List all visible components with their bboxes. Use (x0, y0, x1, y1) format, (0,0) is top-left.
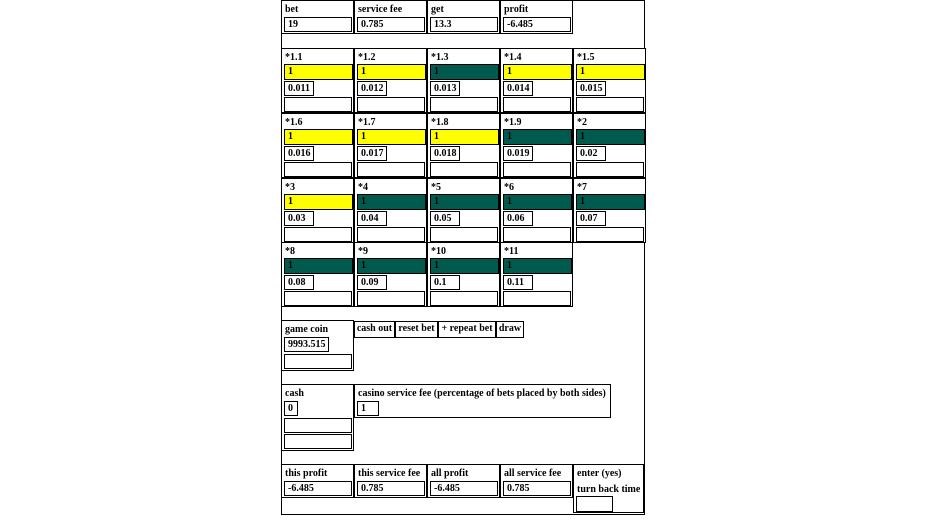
odds-value: 0.015 (576, 81, 606, 96)
odds-value: 0.11 (503, 275, 533, 290)
bet-input[interactable] (576, 97, 644, 112)
bet-label: bet (285, 4, 299, 15)
odds-value: 0.06 (503, 211, 533, 226)
reset-bet-button[interactable]: reset bet (395, 321, 438, 338)
odds-value: 0.013 (430, 81, 460, 96)
profit-label: profit (504, 4, 529, 15)
bet-input[interactable] (503, 291, 571, 306)
odds-multiplier-label: *1.4 (504, 52, 522, 63)
odds-multiplier-label: *5 (431, 182, 441, 193)
get-label: get (431, 4, 444, 15)
bet-input[interactable] (430, 291, 498, 306)
bet-amount-bar[interactable]: 1 (430, 194, 499, 210)
odds-cell (354, 48, 427, 113)
odds-multiplier-label: *11 (504, 246, 519, 257)
odds-cell (427, 48, 500, 113)
casino-fee-value[interactable]: 1 (357, 401, 379, 416)
all-service-fee-cell (500, 464, 573, 498)
bet-amount-bar[interactable]: 1 (576, 64, 645, 80)
all-profit-label: all profit (431, 468, 469, 479)
odds-multiplier-label: *1.2 (358, 52, 376, 63)
game-coin-label: game coin (285, 324, 329, 335)
odds-multiplier-label: *1.8 (431, 117, 449, 128)
bet-amount-bar[interactable]: 1 (284, 258, 353, 274)
cash-input-1[interactable] (284, 418, 352, 433)
bet-input[interactable] (284, 291, 352, 306)
bet-amount-bar[interactable]: 1 (430, 64, 499, 80)
odds-cell (281, 178, 354, 243)
service-fee-label: service fee (358, 4, 403, 15)
odds-value: 0.018 (430, 146, 460, 161)
casino-fee-label: casino service fee (percentage of bets placed by both sides) (358, 388, 606, 399)
cash-value: 0 (284, 401, 298, 416)
odds-cell (354, 113, 427, 178)
bet-input[interactable] (576, 162, 644, 177)
all-service-fee-value[interactable]: 0.785 (503, 481, 571, 496)
odds-multiplier-label: *8 (285, 246, 295, 257)
bet-input[interactable] (357, 291, 425, 306)
bet-input[interactable] (503, 227, 571, 242)
game-coin-value: 9993.515 (284, 337, 329, 352)
bet-input[interactable] (284, 97, 352, 112)
odds-value: 0.03 (284, 211, 314, 226)
this-service-fee-value[interactable]: 0.785 (357, 481, 425, 496)
bet-input[interactable] (430, 97, 498, 112)
odds-multiplier-label: *6 (504, 182, 514, 193)
bet-input[interactable] (357, 227, 425, 242)
odds-multiplier-label: *1.1 (285, 52, 303, 63)
bet-amount-bar[interactable]: 1 (284, 64, 353, 80)
odds-multiplier-label: *7 (577, 182, 587, 193)
odds-cell (281, 48, 354, 113)
bet-input[interactable] (430, 162, 498, 177)
get-cell (427, 0, 500, 34)
this-service-fee-label: this service fee (358, 468, 421, 479)
odds-multiplier-label: *1.5 (577, 52, 595, 63)
bet-input[interactable] (576, 227, 644, 242)
bet-amount-bar[interactable]: 1 (503, 258, 572, 274)
profit-cell (500, 0, 573, 34)
odds-cell (500, 113, 573, 178)
bet-amount-bar[interactable]: 1 (284, 194, 353, 210)
odds-multiplier-label: *10 (431, 246, 446, 257)
bet-amount-bar[interactable]: 1 (357, 64, 426, 80)
bet-input[interactable] (284, 227, 352, 242)
cash-cell (281, 384, 354, 451)
odds-value: 0.014 (503, 81, 533, 96)
cash-label: cash (285, 388, 304, 399)
profit-value[interactable]: -6.485 (503, 17, 571, 32)
odds-cell (427, 178, 500, 243)
cash-out-button[interactable]: cash out (354, 321, 395, 338)
service-fee-cell (354, 0, 427, 34)
turn-back-time-label[interactable]: turn back time (577, 484, 641, 495)
odds-cell (573, 178, 646, 243)
this-profit-value[interactable]: -6.485 (284, 481, 352, 496)
bet-input[interactable] (284, 162, 352, 177)
repeat-bet-button[interactable]: + repeat bet (438, 321, 496, 338)
odds-value: 0.012 (357, 81, 387, 96)
odds-value: 0.017 (357, 146, 387, 161)
odds-cell (500, 48, 573, 113)
this-service-fee-cell (354, 464, 427, 498)
bet-amount-bar[interactable]: 1 (430, 129, 499, 145)
bet-amount-bar[interactable]: 1 (503, 129, 572, 145)
game-coin-input[interactable] (284, 354, 352, 369)
odds-value: 0.04 (357, 211, 387, 226)
bet-amount-bar[interactable]: 1 (357, 194, 426, 210)
odds-cell (500, 178, 573, 243)
bet-input[interactable] (357, 162, 425, 177)
bet-input[interactable] (503, 162, 571, 177)
odds-multiplier-label: *1.6 (285, 117, 303, 128)
odds-cell (427, 242, 500, 307)
odds-value: 0.016 (284, 146, 314, 161)
odds-value: 0.08 (284, 275, 314, 290)
odds-multiplier-label: *1.3 (431, 52, 449, 63)
bet-amount-bar[interactable]: 1 (576, 129, 645, 145)
odds-value: 0.09 (357, 275, 387, 290)
odds-cell (427, 113, 500, 178)
get-value[interactable]: 13.3 (430, 17, 498, 32)
odds-multiplier-label: *9 (358, 246, 368, 257)
enter-cell (573, 464, 644, 513)
odds-value: 0.05 (430, 211, 460, 226)
odds-cell (354, 178, 427, 243)
all-service-fee-label: all service fee (504, 468, 562, 479)
odds-multiplier-label: *2 (577, 117, 587, 128)
this-profit-cell (281, 464, 354, 498)
bet-amount-bar[interactable]: 1 (576, 194, 645, 210)
odds-cell (500, 242, 573, 307)
odds-cell (573, 113, 646, 178)
casino-fee-cell (354, 384, 611, 418)
odds-cell (281, 242, 354, 307)
odds-value: 0.019 (503, 146, 533, 161)
bet-input[interactable] (357, 97, 425, 112)
odds-multiplier-label: *1.9 (504, 117, 522, 128)
bet-input[interactable] (503, 97, 571, 112)
bet-input[interactable] (430, 227, 498, 242)
this-profit-label: this profit (285, 468, 328, 479)
odds-multiplier-label: *3 (285, 182, 295, 193)
odds-cell (573, 48, 646, 113)
bet-value[interactable]: 19 (284, 17, 352, 32)
cash-input-2[interactable] (284, 434, 352, 449)
turn-back-time-input[interactable] (576, 496, 613, 512)
odds-value: 0.1 (430, 275, 460, 290)
enter-yes-label[interactable]: enter (yes) (577, 468, 622, 479)
bet-amount-bar[interactable]: 1 (503, 194, 572, 210)
bet-amount-bar[interactable]: 1 (357, 258, 426, 274)
odds-value: 0.02 (576, 146, 606, 161)
all-profit-cell (427, 464, 500, 498)
bet-amount-bar[interactable]: 1 (284, 129, 353, 145)
odds-multiplier-label: *4 (358, 182, 368, 193)
bet-amount-bar[interactable]: 1 (503, 64, 572, 80)
service-fee-value[interactable]: 0.785 (357, 17, 425, 32)
odds-cell (281, 113, 354, 178)
odds-multiplier-label: *1.7 (358, 117, 376, 128)
all-profit-value[interactable]: -6.485 (430, 481, 498, 496)
game-coin-cell (281, 320, 354, 371)
odds-value: 0.011 (284, 81, 314, 96)
odds-value: 0.07 (576, 211, 606, 226)
bet-amount-bar[interactable]: 1 (357, 129, 426, 145)
bet-amount-bar[interactable]: 1 (430, 258, 499, 274)
bet-cell (281, 0, 354, 34)
odds-cell (354, 242, 427, 307)
draw-button[interactable]: draw (496, 321, 524, 338)
